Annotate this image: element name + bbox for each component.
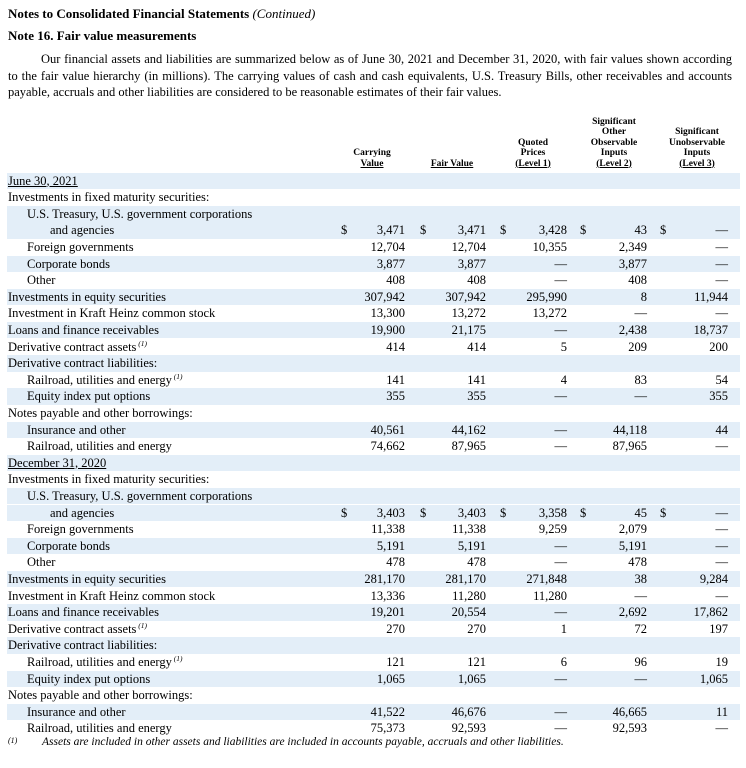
dollar-sign: $	[341, 505, 348, 520]
table-cell: —	[554, 273, 567, 288]
column-header-line	[407, 159, 497, 170]
table-row	[0, 637, 746, 654]
column-header-text: Prices	[520, 148, 546, 158]
table-cell: 270	[467, 621, 486, 636]
column-header-text: Value	[360, 158, 384, 169]
table-cell: 19	[715, 654, 728, 669]
column-header-line	[488, 148, 578, 159]
footnote-ref: (1)	[136, 338, 148, 348]
table-cell: 38	[634, 571, 647, 586]
table-row	[0, 222, 746, 239]
table-cell: 121	[386, 654, 405, 669]
table-row	[0, 704, 746, 721]
table-cell: —	[634, 306, 647, 321]
table-cell: 13,272	[451, 306, 486, 321]
table-cell: 13,272	[532, 306, 567, 321]
column-header-line	[569, 138, 659, 149]
table-cell: 355	[467, 389, 486, 404]
column-header-level3	[652, 127, 742, 169]
row-label: Railroad, utilities and energy $^{(1)}$	[27, 653, 183, 669]
table-cell: 44	[715, 422, 728, 437]
column-header-text: Inputs	[600, 148, 628, 158]
table-row	[0, 305, 746, 322]
table-row	[0, 654, 746, 671]
column-header-text	[451, 148, 453, 158]
table-row	[0, 720, 746, 737]
table-cell: 270	[386, 621, 405, 636]
continued-label: (Continued)	[252, 6, 316, 21]
table-cell: 75,373	[370, 721, 405, 736]
table-cell: 3,358	[538, 505, 567, 520]
table-row	[0, 405, 746, 422]
column-header-text: Unobservable	[669, 137, 725, 148]
dollar-sign: $	[341, 223, 348, 238]
table-cell: 4	[560, 372, 567, 387]
table-cell: —	[554, 605, 567, 620]
column-header-line	[652, 148, 742, 159]
table-cell: —	[554, 538, 567, 553]
table-row	[0, 355, 746, 372]
table-cell: 3,471	[376, 223, 405, 238]
table-row	[0, 488, 746, 505]
table-cell: 18,737	[693, 322, 728, 337]
table-cell: 54	[715, 372, 728, 387]
row-label: Loans and finance receivables	[8, 605, 159, 620]
row-label: Insurance and other	[27, 422, 126, 437]
dollar-sign: $	[420, 223, 427, 238]
column-header-text: Carrying	[353, 148, 391, 158]
table-cell: 8	[640, 289, 647, 304]
table-cell: 197	[709, 621, 728, 636]
column-header-text: Inputs	[683, 148, 711, 158]
intro-paragraph: Our financial assets and liabilities are summarized below as of June 30, 2021 and December 31, 2020, with fair values shown according to the fair value hierarchy (in millions). The carrying values of cash and cash equivalents, U.S. Treasury Bills, other receivables and accounts payable, accruals and other liabilities are considered to be reasonable estimates of their fair values.	[8, 52, 732, 99]
table-cell: 40,561	[370, 422, 405, 437]
table-cell: 43	[634, 223, 647, 238]
table-row	[0, 189, 746, 206]
table-row	[0, 571, 746, 588]
table-cell: 478	[386, 555, 405, 570]
table-row	[0, 471, 746, 488]
table-cell: 72	[634, 621, 647, 636]
column-header-text: (Level 2)	[596, 158, 632, 169]
table-cell: 3,403	[376, 505, 405, 520]
row-label: Corporate bonds	[27, 538, 110, 553]
table-cell: 478	[467, 555, 486, 570]
notes-header	[8, 6, 315, 22]
table-row	[0, 554, 746, 571]
table-cell: 355	[386, 389, 405, 404]
dollar-sign: $	[660, 223, 667, 238]
table-cell: 141	[386, 372, 405, 387]
table-cell: 46,676	[451, 704, 486, 719]
table-cell: —	[715, 256, 728, 271]
row-label: Investment in Kraft Heinz common stock	[8, 588, 216, 603]
table-cell: 414	[467, 339, 486, 354]
table-cell: 2,692	[618, 605, 647, 620]
table-cell: —	[634, 588, 647, 603]
row-label: Other	[27, 273, 56, 288]
footnote-text: Assets are included in other assets and liabilities are included in accounts payable, accruals and other liabilities.	[42, 736, 564, 748]
table-cell: —	[715, 273, 728, 288]
table-cell: —	[715, 522, 728, 537]
table-cell: 355	[709, 389, 728, 404]
row-label: Loans and finance receivables	[8, 322, 159, 337]
table-cell: —	[554, 389, 567, 404]
table-cell: 11,338	[371, 522, 405, 537]
column-header-text: Significant	[675, 127, 719, 137]
row-label: Equity index put options	[27, 671, 151, 686]
row-label: Derivative contract liabilities:	[8, 638, 158, 653]
footnote-ref: (1)	[171, 371, 183, 381]
table-cell: 1	[560, 621, 567, 636]
row-label: U.S. Treasury, U.S. government corporations	[27, 488, 253, 503]
row-label: Notes payable and other borrowings:	[8, 405, 193, 420]
table-cell: 21,175	[451, 322, 486, 337]
table-row	[0, 239, 746, 256]
table-cell: 87,965	[612, 439, 647, 454]
row-label: Notes payable and other borrowings:	[8, 688, 193, 703]
row-label: Railroad, utilities and energy	[27, 721, 172, 736]
table-cell: —	[634, 389, 647, 404]
table-cell: 5,191	[457, 538, 486, 553]
table-row	[0, 173, 746, 190]
table-cell: —	[554, 439, 567, 454]
table-cell: 11	[715, 704, 728, 719]
table-cell: 3,471	[457, 223, 486, 238]
column-header-line	[652, 127, 742, 138]
dollar-sign: $	[500, 505, 507, 520]
footnote	[8, 736, 564, 751]
row-label: Derivative contract liabilities:	[8, 356, 158, 371]
table-cell: 20,554	[451, 605, 486, 620]
footnote-marker: (1)	[8, 736, 18, 745]
dollar-sign: $	[660, 505, 667, 520]
row-label: Derivative contract assets $^{(1)}$	[8, 338, 148, 354]
table-cell: 209	[628, 339, 647, 354]
row-label: Equity index put options	[27, 389, 151, 404]
row-label: Other	[27, 555, 56, 570]
table-row	[0, 505, 746, 522]
table-row	[0, 588, 746, 605]
table-cell: 1,065	[457, 671, 486, 686]
row-label: Investments in equity securities	[8, 571, 166, 586]
table-cell: 414	[386, 339, 405, 354]
column-header-text: Quoted	[517, 137, 549, 148]
table-cell: 11,280	[533, 588, 567, 603]
column-header-text: Observable	[590, 137, 638, 148]
table-row	[0, 621, 746, 638]
column-header-carrying	[327, 148, 417, 169]
table-row	[0, 372, 746, 389]
table-cell: 3,877	[457, 256, 486, 271]
footnote-ref: (1)	[171, 653, 183, 663]
table-cell: 41,522	[370, 704, 405, 719]
table-cell: 408	[628, 273, 647, 288]
table-cell: 3,428	[538, 223, 567, 238]
note-title: Note 16. Fair value measurements	[8, 28, 197, 43]
table-cell: 13,336	[370, 588, 405, 603]
table-cell: —	[554, 704, 567, 719]
table-cell: 3,877	[618, 256, 647, 271]
table-row	[0, 538, 746, 555]
column-header-level1	[488, 138, 578, 170]
table-cell: 6	[560, 654, 567, 669]
table-row	[0, 322, 746, 339]
table-cell: 200	[709, 339, 728, 354]
table-cell: —	[715, 306, 728, 321]
table-cell: 12,704	[370, 239, 405, 254]
column-header-line	[327, 148, 417, 159]
table-cell: —	[634, 671, 647, 686]
table-cell: 307,942	[364, 289, 405, 304]
table-cell: —	[715, 239, 728, 254]
table-cell: 87,965	[451, 439, 486, 454]
table-cell: —	[715, 721, 728, 736]
row-label: Foreign governments	[27, 522, 134, 537]
table-cell: 281,170	[445, 571, 486, 586]
row-label: Investment in Kraft Heinz common stock	[8, 306, 216, 321]
table-cell: —	[715, 538, 728, 553]
dollar-sign: $	[580, 505, 587, 520]
table-row	[0, 671, 746, 688]
row-label: Foreign governments	[27, 239, 134, 254]
row-label: Investments in fixed maturity securities:	[8, 190, 210, 205]
column-header-line	[488, 159, 578, 170]
table-cell: —	[715, 223, 728, 238]
row-label: Investments in fixed maturity securities:	[8, 472, 210, 487]
row-label: June 30, 2021	[8, 173, 78, 188]
column-header-text: (Level 1)	[515, 158, 551, 169]
table-cell: —	[554, 322, 567, 337]
table-cell: 271,848	[526, 571, 567, 586]
column-header-line	[569, 148, 659, 159]
table-cell: 307,942	[445, 289, 486, 304]
table-cell: 19,201	[370, 605, 405, 620]
table-cell: —	[554, 422, 567, 437]
table-cell: —	[715, 555, 728, 570]
table-cell: 46,665	[612, 704, 647, 719]
table-cell: 5,191	[618, 538, 647, 553]
row-label: Railroad, utilities and energy	[27, 439, 172, 454]
table-cell: 3,877	[376, 256, 405, 271]
table-row	[0, 272, 746, 289]
table-row	[0, 256, 746, 273]
table-cell: —	[715, 439, 728, 454]
table-cell: —	[554, 671, 567, 686]
table-cell: 3,403	[457, 505, 486, 520]
table-cell: —	[554, 721, 567, 736]
table-cell: 141	[467, 372, 486, 387]
table-cell: 11,280	[452, 588, 486, 603]
column-header-line	[327, 159, 417, 170]
row-label: Derivative contract assets $^{(1)}$	[8, 620, 148, 636]
table-cell: 408	[386, 273, 405, 288]
table-cell: 92,593	[451, 721, 486, 736]
table-cell: 12,704	[451, 239, 486, 254]
table-cell: 19,900	[370, 322, 405, 337]
table-cell: —	[715, 505, 728, 520]
column-header-line	[569, 127, 659, 138]
table-row	[0, 521, 746, 538]
dollar-sign: $	[420, 505, 427, 520]
column-header-line	[652, 159, 742, 170]
table-cell: 408	[467, 273, 486, 288]
table-cell: 2,438	[618, 322, 647, 337]
footnote-ref: (1)	[136, 620, 148, 630]
column-header-level2	[569, 117, 659, 170]
table-cell: 44,118	[613, 422, 647, 437]
table-row	[0, 339, 746, 356]
table-cell: 83	[634, 372, 647, 387]
column-header-line	[488, 138, 578, 149]
table-cell: 13,300	[370, 306, 405, 321]
table-row	[0, 455, 746, 472]
table-cell: 44,162	[451, 422, 486, 437]
table-cell: 17,862	[693, 605, 728, 620]
row-label: and agencies	[50, 223, 115, 238]
row-label: and agencies	[50, 505, 115, 520]
table-cell: 74,662	[370, 439, 405, 454]
table-cell: 10,355	[532, 239, 567, 254]
table-cell: 5	[560, 339, 567, 354]
table-cell: 2,349	[618, 239, 647, 254]
row-label: Corporate bonds	[27, 256, 110, 271]
table-row	[0, 422, 746, 439]
table-cell: 11,944	[694, 289, 728, 304]
table-cell: 478	[628, 555, 647, 570]
table-cell: 11,338	[452, 522, 486, 537]
dollar-sign: $	[580, 223, 587, 238]
table-cell: 121	[467, 654, 486, 669]
table-cell: 295,990	[526, 289, 567, 304]
table-row	[0, 289, 746, 306]
table-cell: 281,170	[364, 571, 405, 586]
column-header-fair	[407, 148, 497, 169]
table-row	[0, 438, 746, 455]
table-row	[0, 604, 746, 621]
dollar-sign: $	[500, 223, 507, 238]
row-label: Railroad, utilities and energy $^{(1)}$	[27, 371, 183, 387]
column-header-line	[407, 148, 497, 159]
table-cell: 5,191	[376, 538, 405, 553]
table-row	[0, 687, 746, 704]
column-header-line	[569, 117, 659, 128]
table-cell: —	[715, 588, 728, 603]
column-header-text: Fair Value	[430, 158, 474, 169]
table-cell: 2,079	[618, 522, 647, 537]
column-header-text: (Level 3)	[679, 158, 715, 169]
table-cell: 45	[634, 505, 647, 520]
row-label: U.S. Treasury, U.S. government corporations	[27, 206, 253, 221]
table-row	[0, 388, 746, 405]
table-cell: —	[554, 555, 567, 570]
table-cell: 1,065	[376, 671, 405, 686]
table-cell: 92,593	[612, 721, 647, 736]
table-cell: 9,284	[699, 571, 728, 586]
row-label: Insurance and other	[27, 704, 126, 719]
column-header-line	[652, 138, 742, 149]
column-header-text: Other	[601, 127, 627, 137]
table-cell: 1,065	[699, 671, 728, 686]
notes-title: Notes to Consolidated Financial Statements	[8, 6, 250, 21]
column-header-text: Significant	[592, 116, 636, 127]
column-header-line	[569, 159, 659, 170]
table-row	[0, 206, 746, 223]
row-label: Investments in equity securities	[8, 289, 166, 304]
row-label: December 31, 2020	[8, 455, 107, 470]
table-cell: 96	[634, 654, 647, 669]
table-cell: —	[554, 256, 567, 271]
table-cell: 9,259	[538, 522, 567, 537]
